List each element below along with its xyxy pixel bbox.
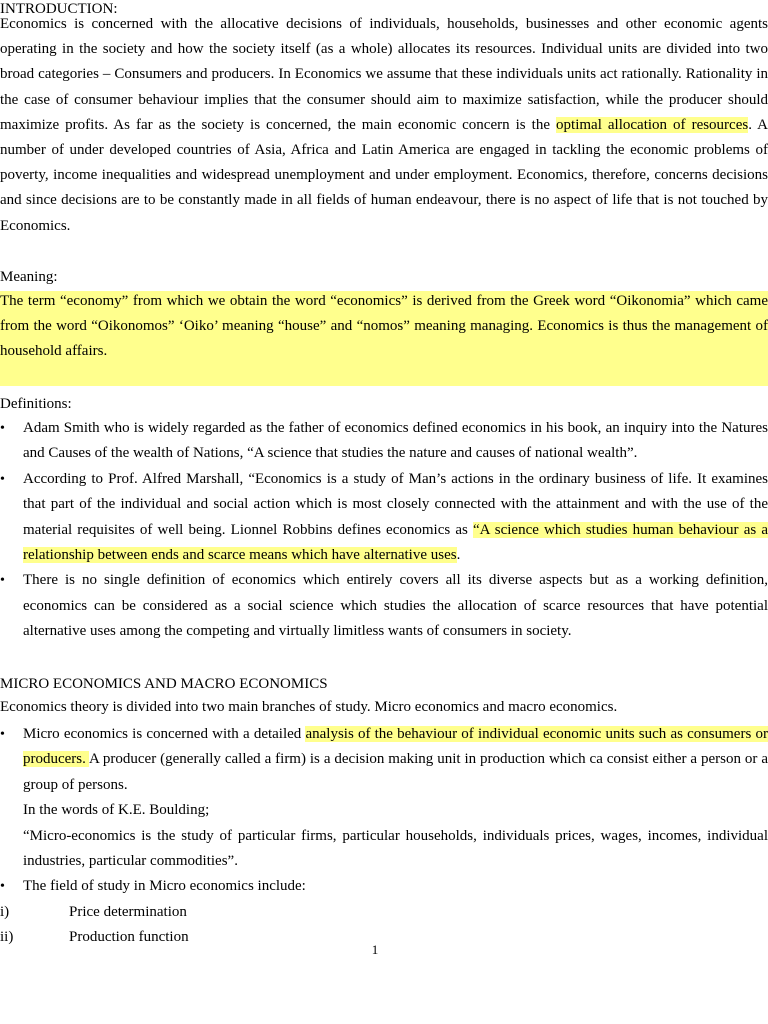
page-number: 1 [371,942,379,957]
introduction-paragraph [0,12,768,239]
definition-item [0,467,768,569]
micro-highlight: analysis of the behaviour of individual economic units such as consumers or producers. [23,726,768,768]
field-number: ii) [0,929,14,945]
definition-item [0,416,768,467]
introduction-highlight: optimal allocation of resources [556,116,749,133]
boulding-quote: “Micro-economics is the study of particular firms, particular households, individuals prices, wages, incomes, individual industries, particular commodities”. [23,827,768,870]
micro-item [0,722,768,798]
definition-text: Adam Smith who is widely regarded as the father of economics defined economics in his book, an inquiry into the Natures and Causes of the wealth of Nations, “A science that studies the nature and causes of national wealth”. [23,420,768,462]
field-intro-item [0,874,768,899]
definitions-heading: Definitions: [0,396,72,412]
meaning-paragraph: The term “economy” from which we obtain the word “economics” is derived from the Greek word “Oikonomia” which came from the word “Oikonomos” ‘Oiko’ meaning “house” and “nomos” meaning managing. Economics is thus the management of household affairs. [0,293,768,360]
definition-text: According to Prof. Alfred Marshall, “Economics is a study of Man’s actions in the ordinary business of life. It examines that part of the individual and social action which is most closely connected with the attainment and with the use of the material requisites of well being. Lionnel Robbins defines economics as [23,470,768,538]
bullet-icon: • [0,471,5,487]
field-intro-text: The field of study in Micro economics include: [23,878,306,895]
definition-item [0,568,768,644]
field-number: i) [0,904,10,920]
introduction-heading: INTRODUCTION: [0,1,118,17]
micro-macro-intro: Economics theory is divided into two main branches of study. Micro economics and macro economics. [0,699,618,715]
field-label: Price determination [69,904,187,920]
bullet-icon: • [0,573,5,589]
micro-list [0,722,768,900]
bullet-icon: • [0,421,5,436]
meaning-heading: Meaning: [0,269,58,285]
micro-text: Micro economics is concerned with a detailed [23,726,306,742]
introduction-text-2: . A number of under developed countries of Asia, Africa and Latin America are engaged in tackling the economic problems of poverty, income inequalities and widespread unemployment and under employment. Economics, therefore, concerns decisions and since decisions are to be constantly made in all fields of human endeavour, there is no aspect of life that is not touched by Economics. [0,116,768,234]
definition-text: There is no single definition of economics which entirely covers all its diverse aspects but as a working definition, economics can be considered as a social science which studies the allocation of scarce resources that have potential alternative uses among the competing and virtually limitless wants of consumers in society. [23,572,768,640]
definitions-list [0,416,768,645]
bullet-icon: • [0,727,5,742]
boulding-intro: In the words of K.E. Boulding; [23,802,210,819]
field-label: Production function [69,929,189,945]
bullet-icon: • [0,879,5,895]
micro-macro-heading: MICRO ECONOMICS AND MACRO ECONOMICS [0,676,328,692]
micro-text-end: A producer (generally called a firm) is a decision making unit in production which ca consist either a person or a group of persons. [23,751,768,793]
micro-field-item [0,900,189,925]
introduction-text-1: Economics is concerned with the allocative decisions of individuals, households, businesses and other economic agents operating in the society and how the society itself (as a whole) allocates its resources. Individual units are divided into two broad categories – Consumers and producers. In Economics we assume that these individuals units act rationally. Rationality in the case of consumer behaviour implies that the consumer should aim to maximize satisfaction, while the producer should maximize profits. As far as the society is concerned, the main economic concern is the [0,16,768,133]
definition-text-end: . [456,547,461,564]
robbins-definition-highlight: “A science which studies human behaviour as a relationship between ends and scarce means which have alternative uses [23,521,768,564]
